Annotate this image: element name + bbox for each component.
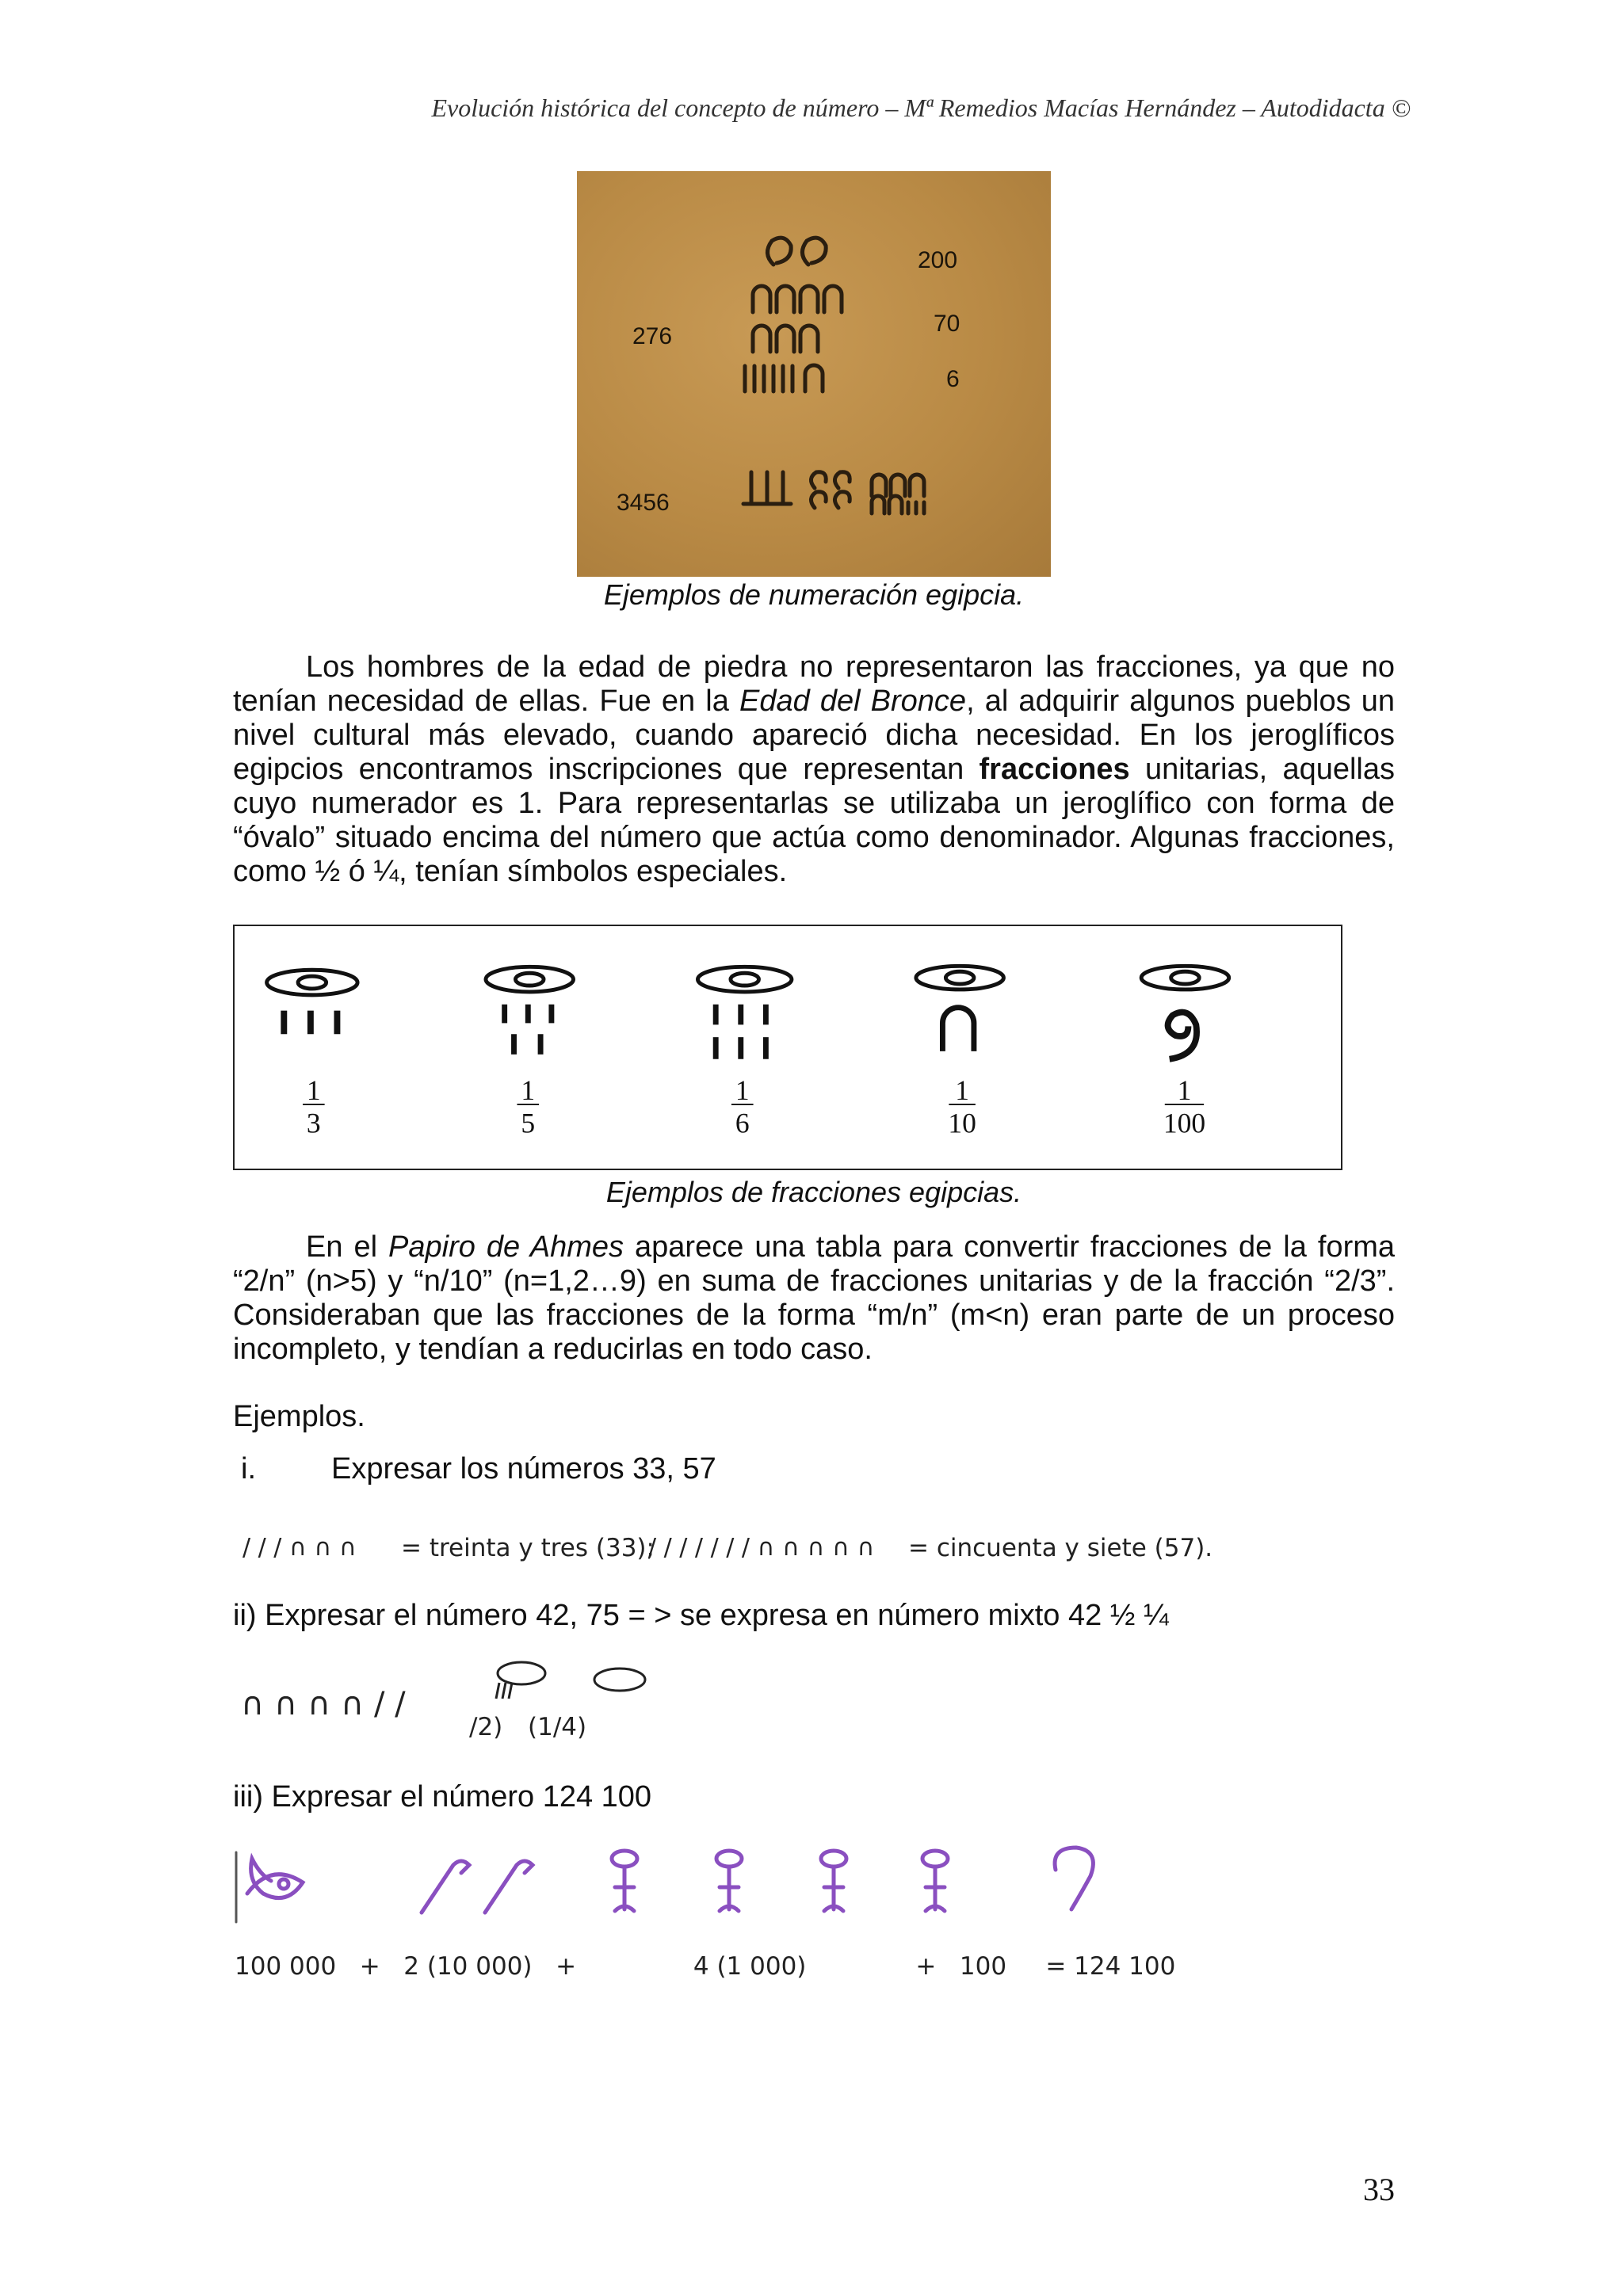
running-header: Evolución histórica del concepto de número – Mª Remedios Macías Hernández – Autodidacta ©: [431, 93, 1411, 122]
glyphs-42: ∩ ∩ ∩ ∩ / /: [241, 1686, 406, 1722]
fraction-denominator-100: 100: [1163, 1107, 1206, 1139]
stroke-glyphs: [505, 1005, 552, 1055]
heel-glyph: [777, 326, 794, 352]
bold-fracciones: fracciones: [979, 753, 1130, 786]
heel-glyph: [872, 496, 884, 513]
half-quarter-glyphs: [464, 1657, 655, 1713]
paragraph-fractions-intro: Los hombres de la edad de piedra no representaron las fracciones, ya que no tenían necesidad de ellas. Fue en la Edad del Bronce, al adquirir algunos pueblos un nivel cultural más elevado, cuando apareció dicha necesidad. En los jeroglíficos egipcios encontramos inscripciones que representan fracciones unitarias, aquellas cuyo numerador es 1. Para representarlas se utilizaba un jeroglífico con forma de “óvalo” situado encima del número que actúa como denominador. Algunas fracciones, como ½ ó ¼, tenían símbolos especiales.: [233, 650, 1396, 888]
stroke-glyphs: [716, 1005, 766, 1059]
fraction-numerator: 1: [955, 1074, 970, 1107]
oval-glyph: [697, 967, 791, 992]
heel-glyph: [800, 286, 818, 312]
heel-glyph: [800, 326, 818, 352]
page-number: 33: [1363, 2172, 1395, 2207]
heel-glyph: [753, 326, 770, 352]
fraction-numerator: 1: [1177, 1074, 1192, 1107]
finger-glyph: [422, 1861, 469, 1913]
example-i-text: Expresar los números 33, 57: [331, 1452, 716, 1486]
label-one-half: /2): [469, 1713, 503, 1741]
heel-glyph: [753, 286, 770, 312]
lotus-glyph: [716, 1851, 742, 1911]
coil-glyph: [811, 472, 826, 488]
coil-glyph: [802, 238, 826, 265]
glyphs-57: / / / / / / / ∩ ∩ ∩ ∩ ∩: [648, 1534, 875, 1562]
examples-heading: Ejemplos.: [233, 1400, 365, 1433]
coil-glyph: [1055, 1848, 1093, 1909]
fraction-numerator: 1: [521, 1074, 536, 1107]
emphasis-bronze-age: Edad del Bronce: [739, 685, 967, 718]
heel-glyph: [910, 475, 924, 496]
oval-glyph: [267, 970, 358, 995]
heel-glyph: [942, 1008, 973, 1051]
coil-glyph: [1168, 1013, 1197, 1059]
label-200: 200: [918, 247, 958, 273]
heel-glyph: [805, 365, 823, 391]
oval-half-glyph: [498, 1662, 545, 1684]
fraction-numerator: 1: [735, 1074, 750, 1107]
lotus-glyph: [743, 472, 791, 504]
label-276: 276: [632, 323, 673, 349]
emphasis-ahmes: Papiro de Ahmes: [388, 1230, 624, 1264]
label-70: 70: [934, 311, 960, 337]
fraction-denominator-3: 3: [306, 1107, 321, 1139]
handwritten-57: = cincuenta y siete (57).: [908, 1534, 1213, 1562]
stroke-glyphs: [496, 1683, 512, 1699]
heel-glyph: [889, 496, 902, 513]
heel-glyph: [891, 475, 905, 496]
oval-quarter-glyph: [594, 1669, 645, 1691]
egyptian-fractions-figure: [233, 925, 1342, 1170]
lotus-glyph: [821, 1851, 846, 1911]
example-i-marker: i.: [241, 1452, 256, 1486]
stroke-glyphs: [284, 1011, 337, 1035]
purple-hieroglyphs: [231, 1838, 1119, 1925]
heel-glyph: [824, 286, 842, 312]
lotus-glyph: [612, 1851, 637, 1911]
finger-glyph: [485, 1861, 533, 1913]
papyrus-drawing: [577, 171, 1051, 577]
handwritten-33: = treinta y tres (33);: [401, 1534, 655, 1562]
oval-glyph: [1141, 966, 1229, 990]
glyphs-33: / / / ∩ ∩ ∩: [242, 1534, 357, 1562]
figure-caption-fractions: Ejemplos de fracciones egipcias.: [605, 1176, 1022, 1208]
label-3456: 3456: [617, 490, 670, 516]
egyptian-numerals-papyrus-image: [577, 171, 1051, 577]
fraction-denominator-5: 5: [521, 1107, 536, 1139]
label-one-quarter: (1/4): [528, 1713, 587, 1741]
heel-glyph: [872, 475, 886, 496]
coil-glyph: [811, 492, 826, 508]
oval-glyph: [916, 966, 1004, 990]
label-6: 6: [946, 366, 960, 392]
tadpole-eye: [279, 1879, 288, 1889]
heel-glyph: [777, 286, 794, 312]
paragraph-ahmes-papyrus: En el Papiro de Ahmes aparece una tabla para convertir fracciones de la forma “2/n” (n>5) y “n/10” (n=1,2…9) en suma de fracciones unitarias y de la fracción “2/3”. Consideraban que las fracciones de la forma “m/n” (m<n) eran parte de un proceso incompleto, y tendían a reducirlas en todo caso.: [233, 1230, 1396, 1366]
coil-glyph: [834, 492, 850, 508]
coil-glyph: [834, 472, 850, 488]
example-ii-text: ii) Expresar el número 42, 75 = > se expresa en número mixto 42 ½ ¼: [233, 1599, 1169, 1632]
fraction-denominator-6: 6: [735, 1107, 750, 1139]
stroke-glyphs: [908, 502, 924, 513]
coil-glyph: [767, 238, 791, 265]
fraction-denominator-10: 10: [948, 1107, 976, 1139]
breakdown-124100: 100 000 + 2 (10 000) + 4 (1 000) + 100 = 124 100: [235, 1952, 1176, 1981]
stroke-glyphs: [745, 366, 792, 391]
fractions-drawing: [235, 926, 1341, 1169]
example-iii-text: iii) Expresar el número 124 100: [233, 1780, 652, 1814]
oval-glyph: [486, 967, 574, 992]
tadpole-glyph: [247, 1859, 303, 1898]
lotus-glyph: [922, 1851, 948, 1911]
figure-caption-numeration: Ejemplos de numeración egipcia.: [603, 578, 1025, 611]
fraction-numerator: 1: [306, 1074, 321, 1107]
